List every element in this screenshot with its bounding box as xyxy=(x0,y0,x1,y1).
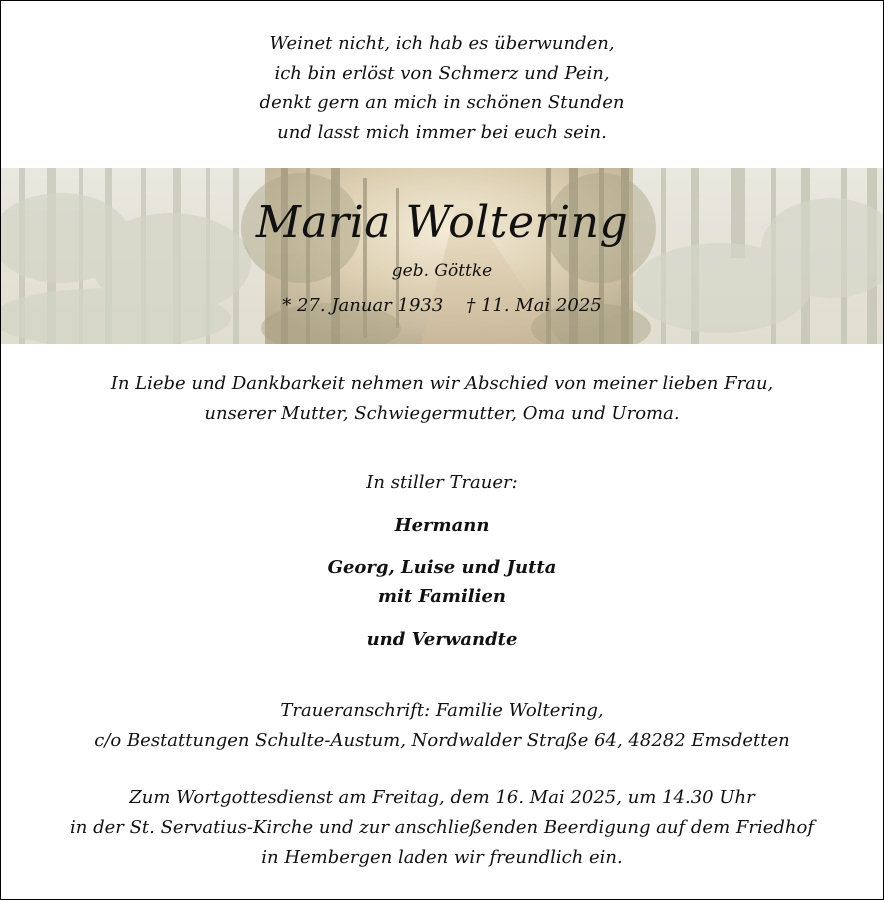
service-line: in der St. Servatius-Kirche und zur anschließenden Beerdigung auf dem Friedhof xyxy=(70,817,814,838)
maiden-name: geb. Göttke xyxy=(391,261,493,281)
address-line: c/o Bestattungen Schulte-Austum, Nordwalder Straße 64, 48282 Emsdetten xyxy=(94,730,790,751)
farewell-text xyxy=(1,369,883,429)
poem-line: und lasst mich immer bei euch sein. xyxy=(277,121,607,143)
mourner-name: mit Familien xyxy=(377,586,507,607)
deceased-name: Maria Woltering xyxy=(255,197,629,248)
mourner-husband xyxy=(1,511,883,540)
mourning-intro: In stiller Trauer: xyxy=(366,472,518,493)
farewell-line: unserer Mutter, Schwiegermutter, Oma und Uroma. xyxy=(204,403,680,424)
mourner-name: und Verwandte xyxy=(366,629,518,650)
service-info xyxy=(1,783,883,873)
service-line: Zum Wortgottesdienst am Freitag, dem 16. Mai 2025, um 14.30 Uhr xyxy=(129,787,755,808)
mourner-name: Georg, Luise und Jutta xyxy=(327,557,557,578)
life-dates xyxy=(1,294,883,318)
poem xyxy=(1,29,883,147)
mourner-name: Hermann xyxy=(394,515,490,536)
poem-line: ich bin erlöst von Schmerz und Pein, xyxy=(274,62,610,84)
poem-line: denkt gern an mich in schönen Stunden xyxy=(259,92,625,113)
address-line: Traueranschrift: Familie Woltering, xyxy=(280,700,604,721)
birth-date: * 27. Januar 1933 xyxy=(282,295,444,316)
mourner-relatives xyxy=(1,625,883,654)
service-line: in Hembergen laden wir freundlich ein. xyxy=(261,847,623,868)
mourner-children xyxy=(1,553,883,611)
poem-line: Weinet nicht, ich hab es überwunden, xyxy=(269,33,615,54)
farewell-line: In Liebe und Dankbarkeit nehmen wir Abschied von meiner lieben Frau, xyxy=(110,373,774,394)
mourning-address xyxy=(1,696,883,756)
death-date: † 11. Mai 2025 xyxy=(466,295,602,316)
